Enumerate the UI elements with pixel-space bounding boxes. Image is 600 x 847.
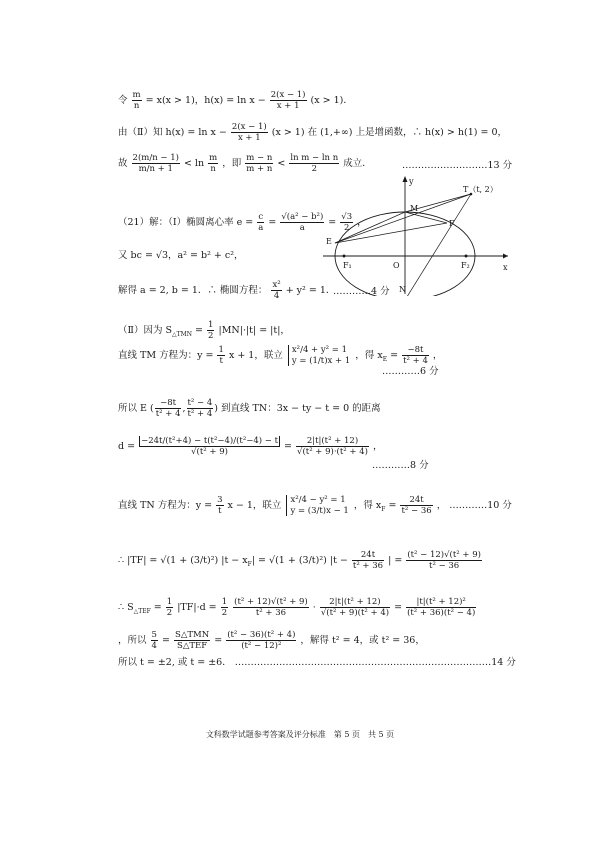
construction-lines <box>335 194 471 296</box>
line-14 <box>118 630 425 651</box>
text: |t − <box>329 555 348 567</box>
fraction: $\frac{\text{x²}}{4}$ <box>272 280 281 302</box>
text: 直线 TN 方程为：y = <box>118 500 213 512</box>
text: ， <box>436 500 447 512</box>
fraction: $\frac{\text{(t² − 12)√(t² + 9)}}{\text{t² − 36}}$ <box>407 550 481 572</box>
line-10 <box>118 436 383 457</box>
text: ，得 x <box>355 350 383 362</box>
fraction: $\frac{\text{√(a² − b²)}}{a}$ <box>281 212 324 234</box>
fraction: $\frac{-8t}{\text{t² + 4}}$ <box>155 398 181 420</box>
fraction: $\frac{m}{n}$ <box>132 90 141 112</box>
line-15 <box>118 657 516 668</box>
text: | = <box>388 555 403 567</box>
text: 成立． <box>343 158 372 170</box>
fraction: $\frac{2(x - 1)}{x + 1}$ <box>231 122 267 144</box>
points-8: …………8 分 <box>372 460 429 471</box>
text: (x > 1) 在 (1,+∞) 上是增函数，∴ h(x) > h(1) = 0， <box>271 127 507 139</box>
points-10: …………10 分 <box>449 500 512 512</box>
text: ， <box>372 441 383 453</box>
fraction: $\frac{-8t}{\text{t² + 4}}$ <box>403 345 428 367</box>
line-13 <box>118 597 477 618</box>
radicand: 1 + (3/t)² <box>278 555 324 567</box>
text: ∴ S <box>118 602 134 614</box>
text: = <box>390 350 399 362</box>
label-F1: F₁ <box>343 261 352 270</box>
fraction: $\frac{\text{2|t|(t² + 12)}}{\text{√(t² + 9)·(t² + 4)}}$ <box>297 436 368 458</box>
fraction: $\frac{\text{2|t|(t² + 12)}}{\text{√(t² + 9)(t² + 4)}}$ <box>320 597 390 619</box>
text: ，所以 <box>118 635 147 647</box>
text: ， <box>432 350 443 362</box>
subscript: △TEF <box>133 608 151 616</box>
text: < ln <box>183 158 205 170</box>
line-2 <box>118 122 507 143</box>
text: 解得 a = 2, b = 1．∴ 椭圆方程： <box>118 285 268 297</box>
text: = <box>268 217 277 229</box>
ellipse-diagram <box>323 176 513 296</box>
text: = <box>284 441 293 453</box>
text: = <box>214 635 223 647</box>
text: 所以 t = ±2, 或 t = ±6． <box>118 657 232 668</box>
text: | = <box>251 555 266 567</box>
fraction: $\frac{24t}{\text{t² + 36}}$ <box>352 550 384 572</box>
text: ， <box>357 217 367 229</box>
line-7 <box>118 320 290 341</box>
label-y: y <box>409 177 414 186</box>
fraction: $\frac{√3}{2}$ <box>341 212 353 234</box>
text: 由（Ⅱ）知 h(x) = ln x − <box>118 127 227 139</box>
line-11 <box>118 495 512 516</box>
label-x: x <box>503 263 508 272</box>
text: x − 1，联立 <box>227 500 282 512</box>
label-O: O <box>393 261 400 270</box>
label-F2: F₂ <box>461 261 470 270</box>
text: |t − x <box>221 555 248 567</box>
text: · <box>312 602 316 614</box>
text: （21）解：（Ⅰ）椭圆离心率 e = <box>118 217 254 229</box>
text: = <box>388 500 397 512</box>
line-12: ∴ |TF| = √(1 + (3/t)²) $|t - x_F| = √(1 + (3/t)^2) |t$ − $\frac{24t}{\text{t² + 36}}$ | = $\frac{\text{(t² − 12)√(t² + 9)}}{\text{t² − 36}}$ <box>118 550 481 572</box>
fraction: $\frac{\text{(t² + 12)√(t² + 9)}}{\text{t² + 36}}$ <box>234 597 308 619</box>
text: |TF|·d = <box>177 602 217 614</box>
points-4: …………4 分 <box>333 286 390 297</box>
label-N: N <box>399 285 406 294</box>
text: 故 <box>118 158 128 170</box>
x-axis <box>323 254 508 259</box>
page-footer: 文科数学试题参考答案及评分标准 第 5 页 共 5 页 <box>205 730 395 739</box>
text: < <box>277 158 286 170</box>
text: d = <box>118 441 136 453</box>
text: = x(x > 1)，h(x) = ln x − <box>145 95 266 107</box>
text: = <box>328 217 337 229</box>
text: ，解得 t² = 4，或 t² = 36， <box>300 635 425 647</box>
text: （Ⅱ）因为 S <box>118 325 172 337</box>
text: 令 <box>118 95 128 107</box>
fraction: $\frac{5}{4}$ <box>151 630 157 652</box>
subscript: △TMN <box>172 331 193 339</box>
text: ，即 <box>222 158 242 170</box>
radicand: 1 + (3/t)² <box>170 555 215 567</box>
label-F: F <box>449 219 455 228</box>
points-6: …………6 分 <box>382 366 439 377</box>
line-3 <box>118 153 372 174</box>
text: (x > 1)． <box>310 95 353 107</box>
fraction: $\frac{c}{a}$ <box>258 212 264 234</box>
points-14: ………………………………………………………………………14 分 <box>234 657 516 668</box>
text: 所以 E <box>118 403 147 415</box>
line-9: 所以 E ( $\frac{-8t}{\text{t² + 4}}$ , $\frac{\text{t² − 4}}{\text{t² + 4}}$ ) 到直线 TN：3x − ty − t = 0 的距离 <box>118 398 381 420</box>
subscript: F <box>247 561 252 569</box>
line-1 <box>118 90 353 111</box>
text: 直线 TM 方程为：y = <box>118 350 214 362</box>
label-M: M <box>410 204 419 213</box>
fraction: $\frac{3}{t}$ <box>217 495 223 517</box>
fraction: $\frac{\text{S△TMN}}{\text{S△TEF}}$ <box>175 630 210 652</box>
fraction: $\frac{2(m/n - 1)}{m/n + 1}$ <box>132 153 179 175</box>
line-5: 又 bc = √3，a² = b² + c²， <box>118 250 244 261</box>
fraction: $\frac{\text{(t² − 36)(t² + 4)}}{\text{(t² − 12)²}}$ <box>227 630 296 652</box>
text: 到直线 TN：3x − ty − t = 0 的距离 <box>221 403 381 415</box>
fraction: $\frac{\text{|t|(t² + 12)²}}{\text{(t² + 36)(t² − 4)}}$ <box>407 597 476 619</box>
equation-system: x²/4 − y² = 1 y = (3/t)x − 1 <box>286 495 348 516</box>
fraction: $\frac{1}{2}$ <box>208 320 214 342</box>
text: = <box>394 602 403 614</box>
y-axis <box>403 176 408 294</box>
text: ∴ |TF| = <box>118 555 158 567</box>
fraction: $\frac{m}{n}$ <box>209 153 218 175</box>
points-13: ………………………13 分 <box>402 160 513 171</box>
line-8 <box>118 345 442 366</box>
fraction: $\frac{m - n}{m + n}$ <box>246 153 273 175</box>
text: = <box>162 635 170 647</box>
fraction: $\frac{1}{t}$ <box>218 345 224 367</box>
fraction: $\frac{\text{−24t/(t²+4) − t(t²−4)/(t²−4) − t}}{\text{√(t² + 9)}}$ <box>141 436 279 458</box>
subscript: F <box>381 506 386 514</box>
text: + y² = 1． <box>285 285 336 297</box>
text: = <box>153 602 162 614</box>
fraction: $\frac{1}{2}$ <box>166 597 173 619</box>
line-6 <box>118 280 335 301</box>
fraction: $\frac{1}{2}$ <box>221 597 228 619</box>
text: = <box>195 325 204 337</box>
equation-system: x²/4 + y² = 1 y = (1/t)x + 1 <box>288 345 350 366</box>
subscript: E <box>382 356 388 364</box>
text: |MN|·|t| = |t|， <box>218 325 290 337</box>
fraction: $\frac{\text{ln m − ln n}}{2}$ <box>290 153 339 175</box>
fraction: $\frac{24t}{\text{t² − 36}}$ <box>401 495 432 517</box>
fraction: $\frac{2(x - 1)}{x + 1}$ <box>270 90 306 112</box>
fraction: $\frac{\text{t² − 4}}{\text{t² + 4}}$ <box>187 398 213 420</box>
text: ，得 x <box>353 500 382 512</box>
text: x + 1，联立 <box>228 350 283 362</box>
label-E: E <box>326 237 332 246</box>
label-T: T（t, 2） <box>463 185 498 194</box>
